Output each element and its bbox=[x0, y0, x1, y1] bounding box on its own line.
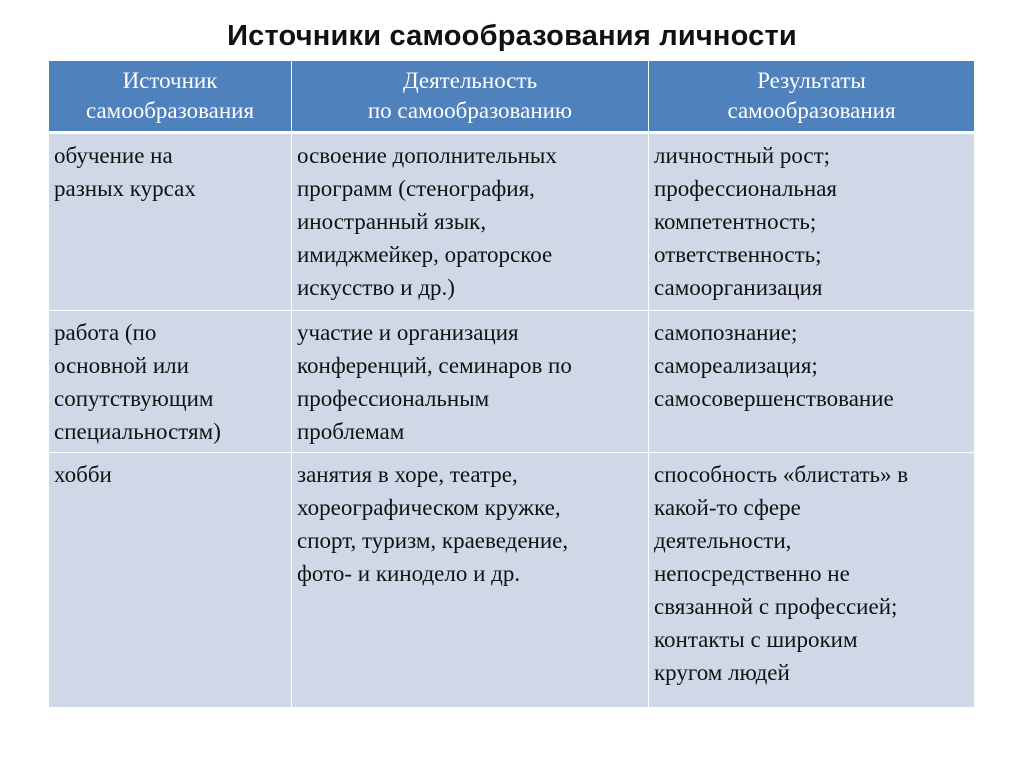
cell-source bbox=[49, 311, 292, 453]
cell-activity bbox=[292, 311, 649, 453]
table-header-row bbox=[49, 61, 975, 133]
cell-activity bbox=[292, 453, 649, 708]
cell-results-text: способность «блистать» в какой-то сфере деятельности, непосредственно не связанной с профессией; контакты с широким кругом людей bbox=[654, 462, 909, 685]
cell-activity-text: занятия в хоре, театре, хореографическом кружке, спорт, туризм, краеведение, фото- и кинодело и др. bbox=[297, 462, 569, 586]
table-row bbox=[49, 453, 975, 708]
cell-source-text: обучение на разных курсах bbox=[54, 143, 196, 201]
self-education-table bbox=[48, 60, 975, 708]
slide-title: Источники самообразования личности bbox=[227, 20, 797, 52]
header-results-label: Результаты самообразования bbox=[727, 68, 896, 123]
table-row bbox=[49, 133, 975, 311]
cell-results bbox=[649, 133, 975, 311]
cell-activity bbox=[292, 133, 649, 311]
header-results bbox=[649, 61, 975, 133]
header-activity bbox=[292, 61, 649, 133]
cell-source bbox=[49, 453, 292, 708]
header-activity-label: Деятельность по самообразованию bbox=[367, 68, 573, 123]
cell-source-text: хобби bbox=[54, 462, 112, 487]
header-source-label: Источник самообразования bbox=[85, 68, 255, 123]
cell-activity-text: участие и организация конференций, семинаров по профессиональным проблемам bbox=[297, 320, 572, 444]
table-row bbox=[49, 311, 975, 453]
cell-activity-text: освоение дополнительных программ (стенография, иностранный язык, имиджмейкер, ораторское искусство и др.) bbox=[297, 143, 557, 300]
cell-results bbox=[649, 311, 975, 453]
cell-results-text: личностный рост; профессиональная компетентность; ответственность; самоорганизация bbox=[654, 143, 838, 300]
cell-source-text: работа (по основной или сопутствующим специальностям) bbox=[54, 320, 221, 444]
cell-results-text: самопознание; самореализация; самосовершенствование bbox=[654, 320, 894, 411]
cell-results bbox=[649, 453, 975, 708]
header-source bbox=[49, 61, 292, 133]
cell-source bbox=[49, 133, 292, 311]
